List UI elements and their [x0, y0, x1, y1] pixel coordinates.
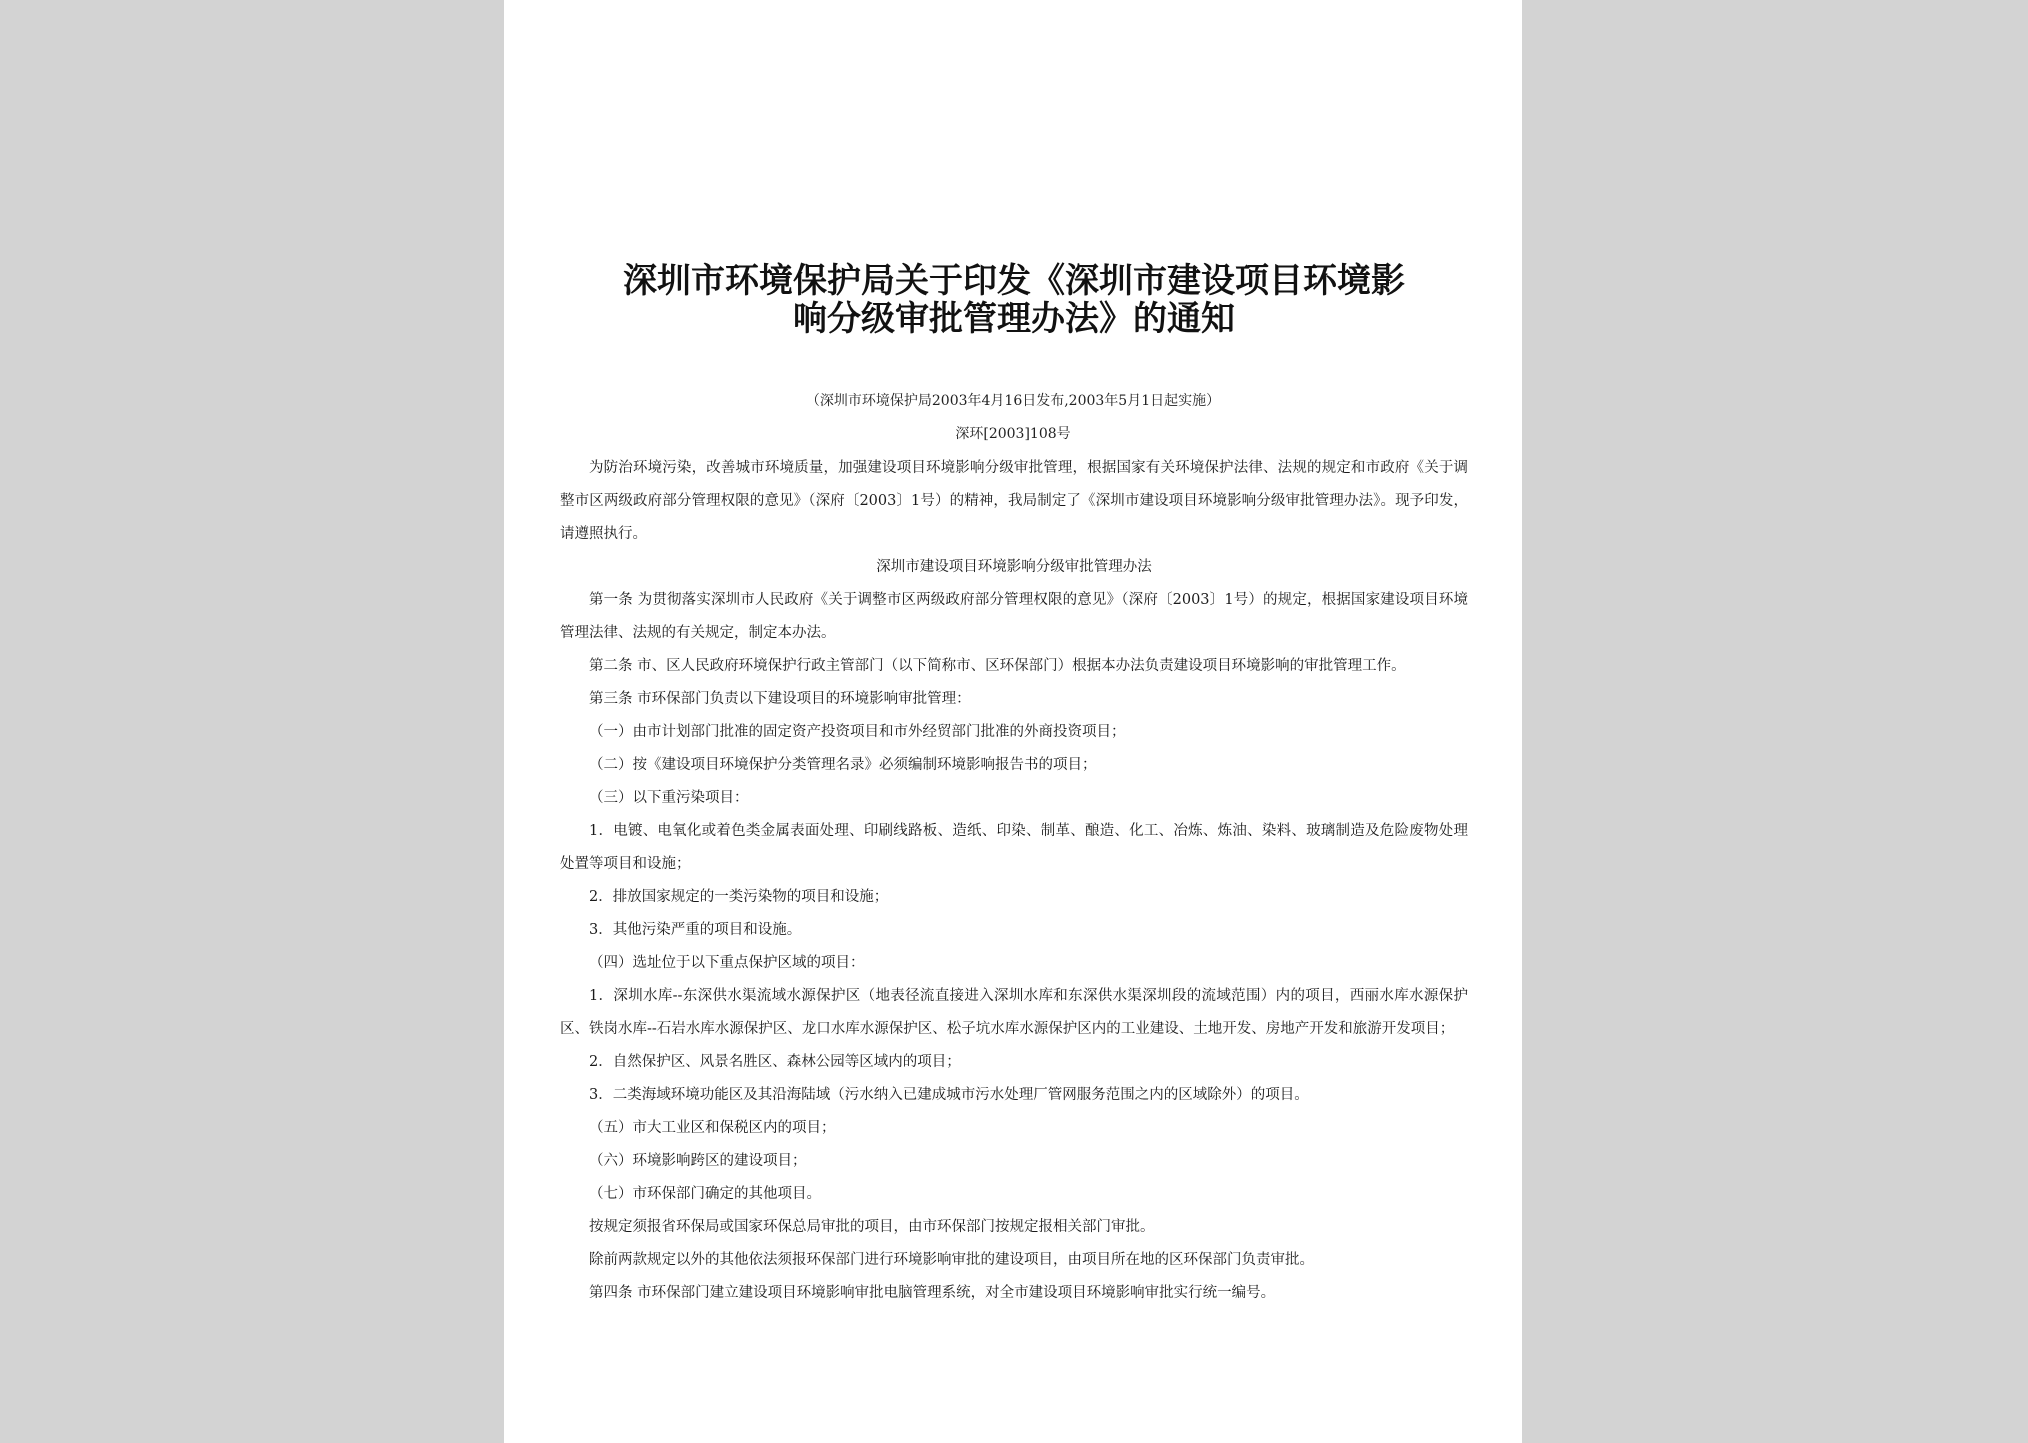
document-title [564, 262, 1464, 338]
paragraph: 第二条 市、区人民政府环境保护行政主管部门（以下简称市、区环保部门）根据本办法负责建设项目环境影响的审批管理工作。 [589, 658, 1406, 674]
paragraph: 第三条 市环保部门负责以下建设项目的环境影响审批管理： [589, 691, 971, 707]
document-body [560, 452, 1468, 1310]
paragraph: 1．深圳水库--东深供水渠流域水源保护区（地表径流直接进入深圳水库和东深供水渠深圳段的流域范围）内的项目，西丽水库水源保护区、铁岗水库--石岩水库水源保护区、龙口水库水源保护区、松子坑水库水源保护区内的工业建设、土地开发、房地产开发和旅游开发项目； [560, 988, 1468, 1037]
section-heading: 深圳市建设项目环境影响分级审批管理办法 [876, 559, 1152, 575]
paragraph: （五）市大工业区和保税区内的项目； [589, 1120, 836, 1136]
paragraph: 第四条 市环保部门建立建设项目环境影响审批电脑管理系统，对全市建设项目环境影响审批实行统一编号。 [589, 1285, 1276, 1301]
document-page [504, 0, 1522, 1443]
paragraph: 3．其他污染严重的项目和设施。 [589, 922, 802, 938]
paragraph: 第一条 为贯彻落实深圳市人民政府《关于调整市区两级政府部分管理权限的意见》（深府〔2003〕1号）的规定，根据国家建设项目环境管理法律、法规的有关规定，制定本办法。 [560, 592, 1468, 641]
paragraph: （七）市环保部门确定的其他项目。 [589, 1186, 821, 1202]
title-line-2: 响分级审批管理办法》的通知 [793, 299, 1235, 339]
paragraph: 除前两款规定以外的其他依法须报环保部门进行环境影响审批的建设项目，由项目所在地的区环保部门负责审批。 [589, 1252, 1314, 1268]
paragraph: （六）环境影响跨区的建设项目； [589, 1153, 807, 1169]
paragraph: （三）以下重污染项目： [589, 790, 749, 806]
paragraph-intro: 为防治环境污染，改善城市环境质量，加强建设项目环境影响分级审批管理，根据国家有关环境保护法律、法规的规定和市政府《关于调整市区两级政府部分管理权限的意见》（深府〔2003〕1号）的精神，我局制定了《深圳市建设项目环境影响分级审批管理办法》。现予印发，请遵照执行。 [560, 460, 1468, 542]
paragraph: 1．电镀、电氧化或着色类金属表面处理、印刷线路板、造纸、印染、制革、酿造、化工、冶炼、炼油、染料、玻璃制造及危险废物处理处置等项目和设施； [560, 823, 1468, 872]
paragraph: 按规定须报省环保局或国家环保总局审批的项目，由市环保部门按规定报相关部门审批。 [589, 1219, 1155, 1235]
paragraph: （四）选址位于以下重点保护区域的项目： [589, 955, 865, 971]
paragraph: （二）按《建设项目环境保护分类管理名录》必须编制环境影响报告书的项目； [589, 757, 1097, 773]
paragraph: 2．排放国家规定的一类污染物的项目和设施； [589, 889, 889, 905]
issued-note: （深圳市环境保护局2003年4月16日发布,2003年5月1日起实施） [805, 393, 1221, 409]
title-line-1: 深圳市环境保护局关于印发《深圳市建设项目环境影 [623, 261, 1405, 301]
document-number: 深环[2003]108号 [955, 426, 1071, 442]
paragraph: 3．二类海域环境功能区及其沿海陆域（污水纳入已建成城市污水处理厂管网服务范围之内的区域除外）的项目。 [589, 1087, 1309, 1103]
paragraph: 2．自然保护区、风景名胜区、森林公园等区域内的项目； [589, 1054, 961, 1070]
paragraph: （一）由市计划部门批准的固定资产投资项目和市外经贸部门批准的外商投资项目； [589, 724, 1126, 740]
